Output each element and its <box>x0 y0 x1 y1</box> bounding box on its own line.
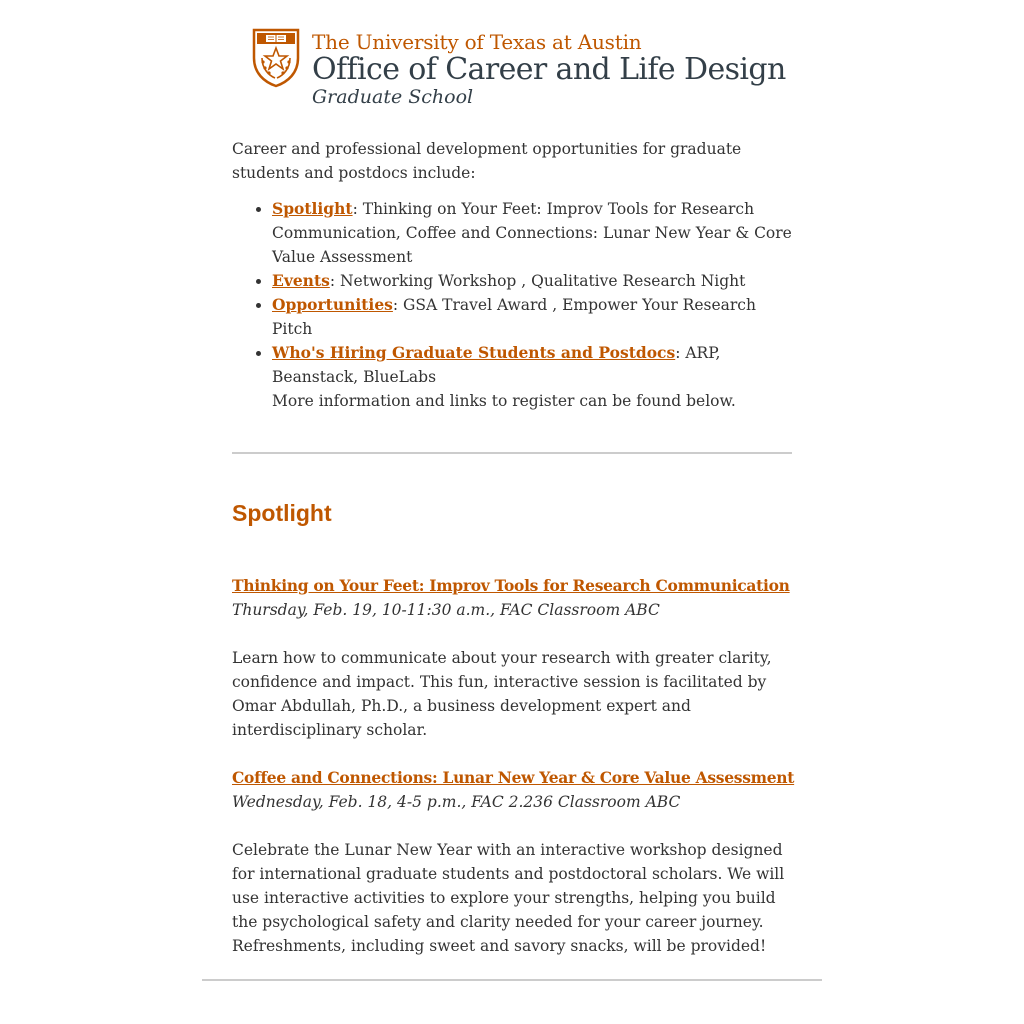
spotlight-link[interactable]: Spotlight <box>272 199 353 218</box>
office-name: Office of Career and Life Design <box>312 52 786 87</box>
ut-career-logo[interactable] <box>252 28 786 112</box>
summary-item-text: : ARP, Beanstack, BlueLabs <box>272 344 721 386</box>
intro-paragraph: Career and professional development opportunities for graduate students and postdocs include: <box>232 140 742 182</box>
event-datetime: Thursday, Feb. 19, 10-11:30 a.m., FAC Classroom ABC <box>232 601 660 619</box>
whos-hiring-link[interactable]: Who's Hiring Graduate Students and Postdocs <box>272 343 676 362</box>
summary-item-whos-hiring <box>272 341 794 389</box>
event-description: Celebrate the Lunar New Year with an interactive workshop designed for international graduate students and postdoctoral scholars. We will use interactive activities to explore your strengths, helping you build the psychological safety and clarity needed for your career journey. Refreshments, including sweet and savory snacks, will be provided! <box>232 841 785 955</box>
events-link[interactable]: Events <box>272 271 330 290</box>
summary-item-opportunities <box>272 293 794 341</box>
summary-list <box>232 197 794 389</box>
section-divider <box>232 452 792 454</box>
event-description: Learn how to communicate about your research with greater clarity, confidence and impact. This fun, interactive session is facilitated by Omar Abdullah, Ph.D., a business development expert and interdisciplinary scholar. <box>232 649 772 739</box>
event-title-link[interactable]: Thinking on Your Feet: Improv Tools for Research Communication <box>232 576 790 595</box>
summary-item-spotlight <box>272 197 794 269</box>
opportunities-link[interactable]: Opportunities <box>272 295 393 314</box>
summary-item-text: : GSA Travel Award , Empower Your Research Pitch <box>272 296 756 338</box>
spotlight-heading: Spotlight <box>232 500 332 526</box>
event-datetime: Wednesday, Feb. 18, 4-5 p.m., FAC 2.236 Classroom ABC <box>232 793 681 811</box>
university-name: The University of Texas at Austin <box>312 30 642 54</box>
event-improv <box>232 574 797 742</box>
summary-item-text: : Networking Workshop , Qualitative Research Night <box>329 272 746 290</box>
summary-item-events <box>272 269 794 293</box>
ut-shield-icon <box>252 28 300 88</box>
summary-item-text: : Thinking on Your Feet: Improv Tools for Research Communication, Coffee and Connections: Lunar New Year & Core Value Assessment <box>272 200 792 266</box>
school-name: Graduate School <box>312 86 474 108</box>
footer-divider <box>202 979 822 981</box>
more-info-text: More information and links to register can be found below. <box>272 392 736 410</box>
event-coffee-connections <box>232 766 797 958</box>
event-title-link[interactable]: Coffee and Connections: Lunar New Year & Core Value Assessment <box>232 768 795 787</box>
